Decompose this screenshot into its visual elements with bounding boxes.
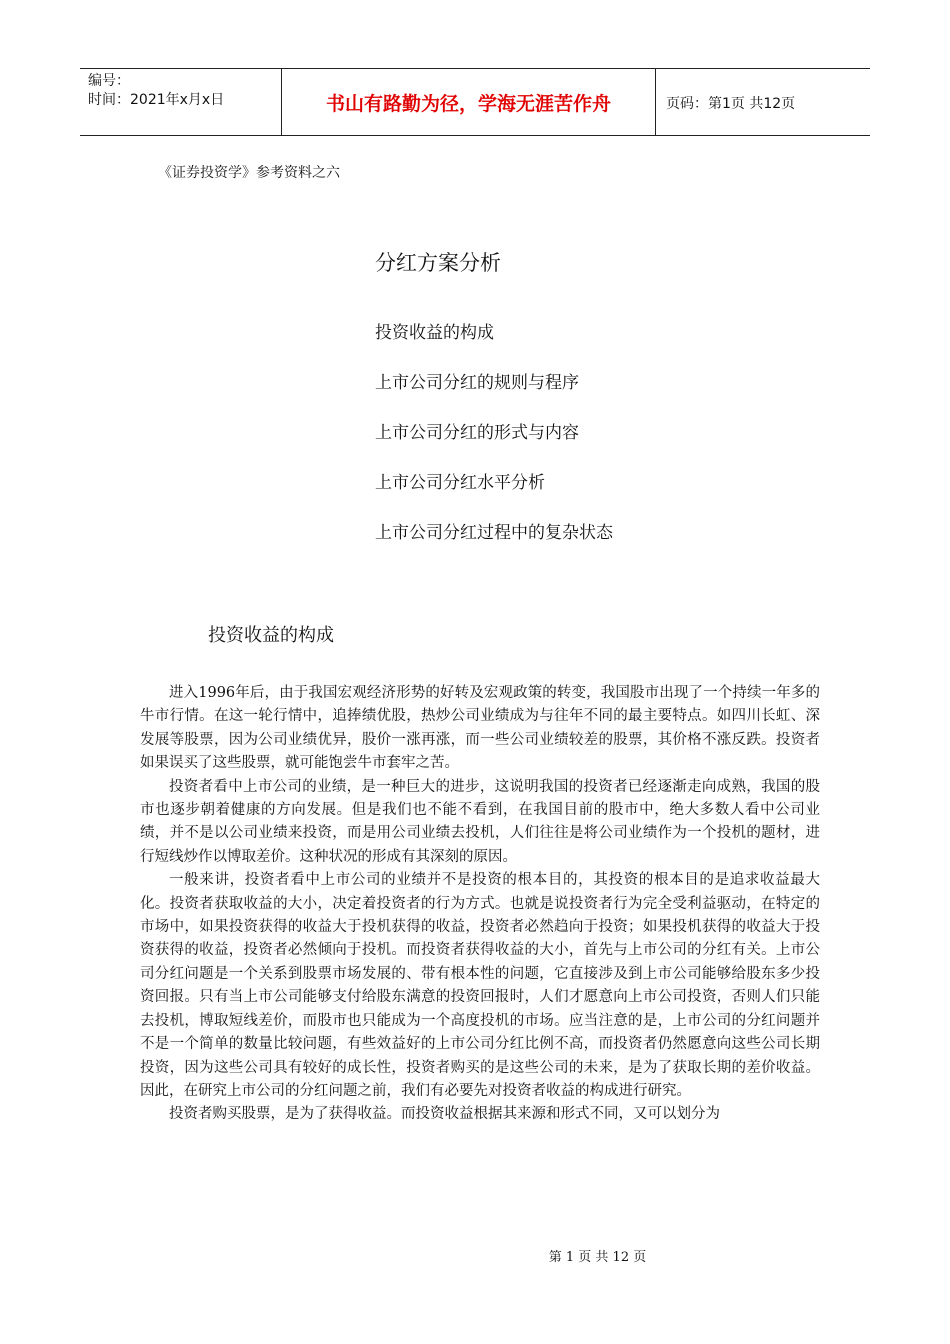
header-left-block	[88, 72, 224, 110]
section-heading: 投资收益的构成	[208, 625, 334, 646]
header-number-label: 编号：	[88, 73, 130, 89]
header-time-label: 时间：2021年x月x日	[88, 92, 225, 108]
toc-item: 上市公司分红的规则与程序	[375, 373, 579, 393]
paragraph: 投资者购买股票，是为了获得收益。而投资收益根据其来源和形式不同，又可以划分为	[169, 1106, 720, 1123]
toc-item: 上市公司分红过程中的复杂状态	[375, 523, 613, 543]
document-subtitle: 《证券投资学》参考资料之六	[158, 165, 340, 181]
header-divider-right	[655, 68, 656, 136]
footer-page-number: 第 1 页 共 12 页	[548, 1250, 647, 1265]
toc-item: 上市公司分红水平分析	[375, 473, 545, 493]
paragraph: 一般来讲，投资者看中上市公司的业绩并不是投资的根本目的，其投资的根本目的是追求收益最大化。投资者获取收益的大小，决定着投资者的行为方式。也就是说投资者行为完全受利益驱动，在特定的市场中，如果投资获得的收益大于投机获得的收益，投资者必然趋向于投资；如果投机获得的收益大于投资获得的收益，投资者必然倾向于投机。而投资者获得收益的大小，首先与上市公司的分红有关。上市公司分红问题是一个关系到股票市场发展的、带有根本性的问题，它直接涉及到上市公司能够给股东多少投资回报。只有当上市公司能够支付给股东满意的投资回报时，人们才愿意向上市公司投资，否则人们只能去投机，博取短线差价，而股市也只能成为一个高度投机的市场。应当注意的是，上市公司的分红问题并不是一个简单的数量比较问题，有些效益好的上市公司分红比例不高，而投资者仍然愿意向这些公司长期投资，因为这些公司具有较好的成长性，投资者购买的是这些公司的未来，是为了获取长期的差价收益。因此，在研究上市公司的分红问题之前，我们有必要先对投资者收益的构成进行研究。	[140, 872, 820, 1099]
table-of-contents	[375, 320, 613, 570]
paragraph: 进入1996年后，由于我国宏观经济形势的好转及宏观政策的转变，我国股市出现了一个持续一年多的牛市行情。在这一轮行情中，追捧绩优股，热炒公司业绩成为与往年不同的最主要特点。如四川长虹、深发展等股票，因为公司业绩优异，股价一涨再涨，而一些公司业绩较差的股票，其价格不涨反跌。投资者如果误买了这些股票，就可能饱尝牛市套牢之苦。	[140, 685, 820, 772]
toc-item: 上市公司分红的形式与内容	[375, 423, 579, 443]
document-title: 分红方案分析	[375, 251, 501, 275]
header-page-info: 页码：第1页 共12页	[666, 96, 796, 112]
toc-item: 投资收益的构成	[375, 323, 494, 343]
header-motto: 书山有路勤为径，学海无涯苦作舟	[325, 92, 611, 115]
paragraph: 投资者看中上市公司的业绩，是一种巨大的进步，这说明我国的投资者已经逐渐走向成熟，我国的股市也逐步朝着健康的方向发展。但是我们也不能不看到，在我国目前的股市中，绝大多数人看中公司业绩，并不是以公司业绩来投资，而是用公司业绩去投机，人们往往是将公司业绩作为一个投机的题材，进行短线炒作以博取差价。这种状况的形成有其深刻的原因。	[140, 778, 820, 865]
body-text	[140, 682, 820, 1127]
page-footer	[0, 1246, 950, 1265]
